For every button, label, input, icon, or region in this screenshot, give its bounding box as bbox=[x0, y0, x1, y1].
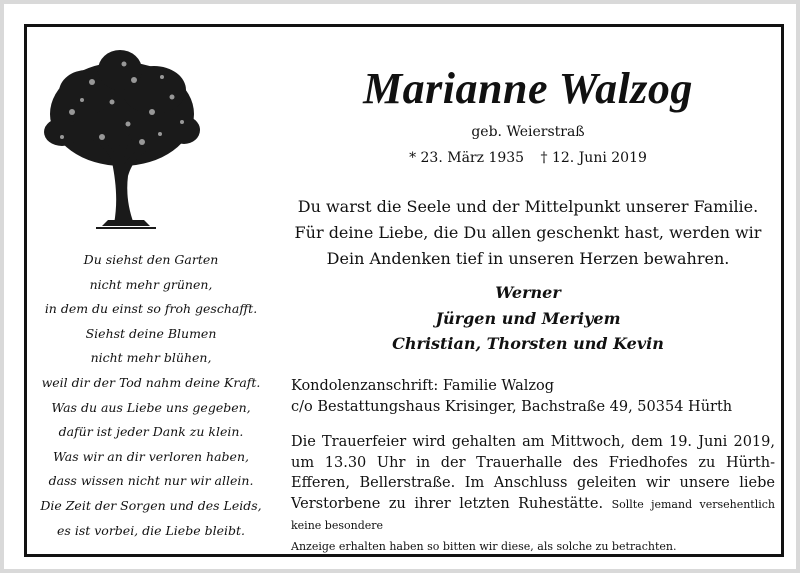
memorial-verse bbox=[288, 194, 768, 272]
poem-line: Die Zeit der Sorgen und des Leids, bbox=[40, 497, 262, 513]
contact-line: c/o Bestattungshaus Krisinger, Bachstraße 49, 50354 Hürth bbox=[291, 399, 733, 415]
poem-line: nicht mehr grünen, bbox=[89, 276, 213, 292]
poem-line: in dem du einst so froh geschafft. bbox=[44, 301, 258, 317]
poem bbox=[32, 248, 270, 543]
verse-line: Dein Andenken tief in unseren Herzen bewahren. bbox=[326, 249, 730, 268]
verse-line: Für deine Liebe, die Du allen geschenkt hast, werden wir bbox=[294, 223, 762, 242]
poem-line: Siehst deine Blumen bbox=[85, 325, 217, 341]
poem-line: weil dir der Tod nahm deine Kraft. bbox=[41, 374, 261, 390]
poem-line: nicht mehr blühen, bbox=[90, 350, 212, 366]
mourner-line: Jürgen und Meriyem bbox=[435, 308, 621, 328]
poem-line: es ist vorbei, die Liebe bleibt. bbox=[57, 522, 245, 538]
contact-line: Kondolenzanschrift: Familie Walzog bbox=[291, 378, 555, 394]
condolence-address bbox=[291, 376, 771, 418]
funeral-text: Die Trauerfeier wird gehalten am Mittwoch, dem 19. Juni 2019, um 13.30 Uhr in der Trauerhalle des Friedhofes zu Hürth-Efferen, Bellerstraße. Im Anschluss geleiten wir unsere liebe Verstorbene zu ihrer letzten Ruhestätte. bbox=[291, 434, 775, 512]
funeral-note-end: Anzeige erhalten haben so bitten wir diese, als solche zu betrachten. bbox=[291, 539, 677, 553]
mourner-line: Werner bbox=[495, 283, 561, 302]
verse-line: Du warst die Seele und der Mittelpunkt unserer Familie. bbox=[297, 197, 759, 216]
death-date: † 12. Juni 2019 bbox=[540, 150, 647, 166]
mourners bbox=[288, 280, 768, 357]
poem-line: dafür ist jeder Dank zu klein. bbox=[58, 424, 244, 440]
funeral-note: Sollte jemand versehentlich keine besondere bbox=[291, 497, 776, 532]
funeral-notice bbox=[291, 432, 775, 557]
poem-line: Was wir an dir verloren haben, bbox=[53, 448, 249, 464]
mourner-line: Christian, Thorsten und Kevin bbox=[392, 334, 664, 353]
tree-icon bbox=[42, 42, 202, 232]
poem-line: Du siehst den Garten bbox=[83, 252, 219, 267]
life-dates bbox=[288, 149, 768, 167]
poem-line: Was du aus Liebe uns gegeben, bbox=[51, 399, 251, 415]
maiden-name: geb. Weierstraß bbox=[471, 124, 585, 140]
deceased-name: Marianne Walzog bbox=[363, 64, 693, 113]
obituary-card bbox=[4, 4, 796, 569]
poem-line: dass wissen nicht nur wir allein. bbox=[48, 473, 254, 489]
birth-date: * 23. März 1935 bbox=[409, 150, 525, 166]
